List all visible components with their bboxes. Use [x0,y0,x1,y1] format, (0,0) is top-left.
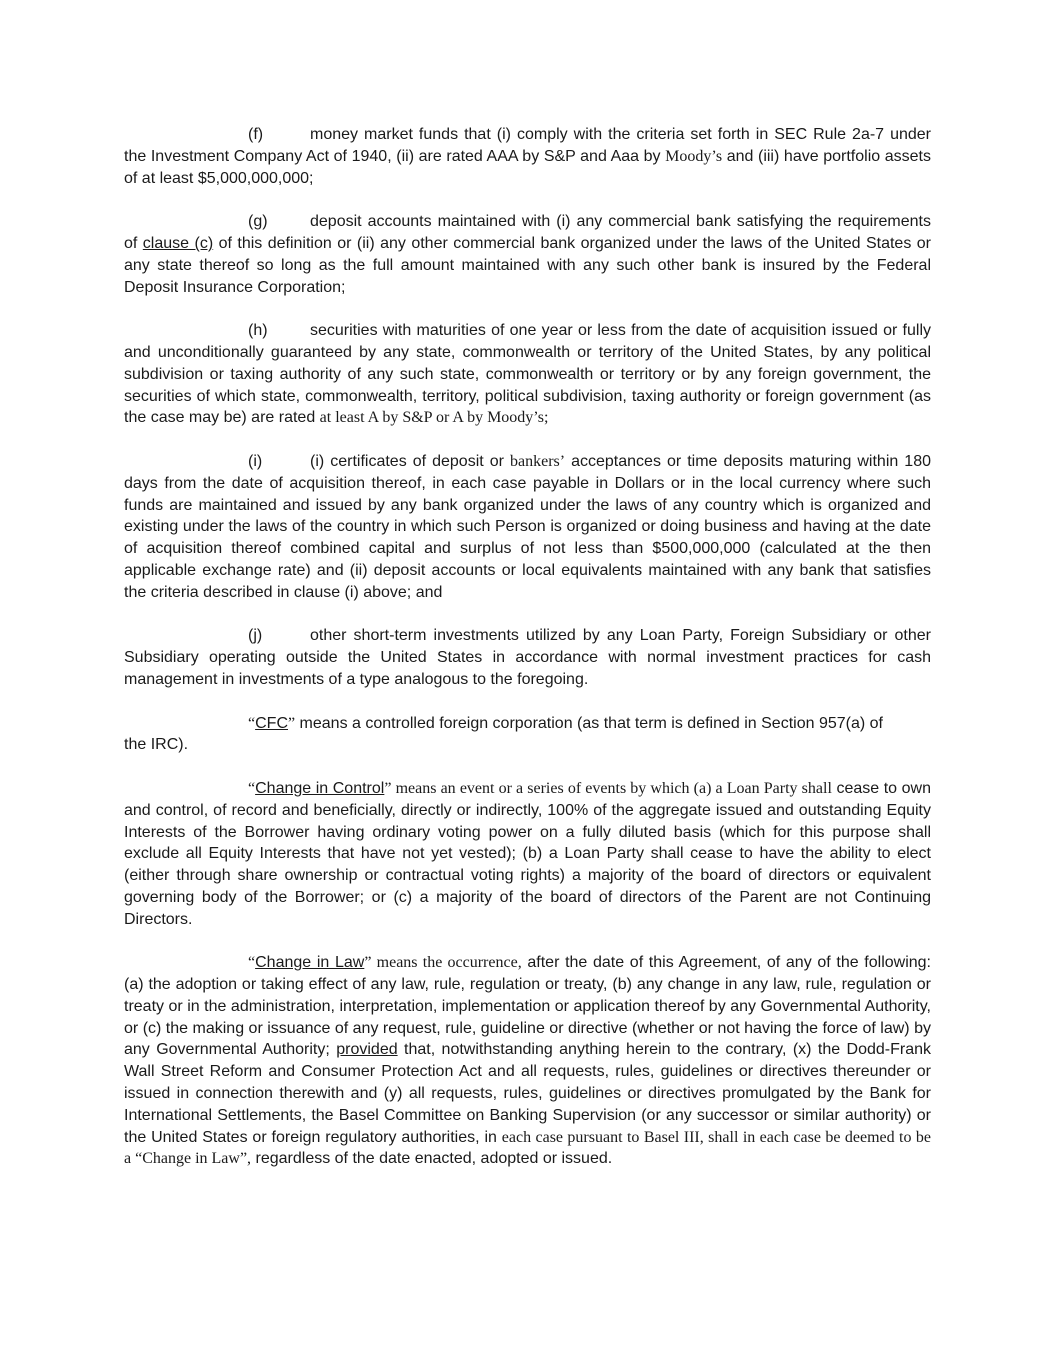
clause-label: (h) [248,322,268,340]
defined-term-cfc: CFC [255,714,288,732]
clause-f: (f) money market funds that (i) comply with the criteria set forth in SEC Rule 2a-7 under the Investment Company Act of 1940, (ii) are rated AAA by S&P and Aaa by Moody’s and (iii) have portfolio assets of at least $5,000,000,000; [124,126,932,187]
defined-term-change-in-law: Change in Law [255,954,365,972]
clause-label: (g) [248,213,268,231]
definition-change-in-law: “Change in Law” means the occurrence, after the date of this Agreement, of any of the following: (a) the adoption or taking effect of any law, rule, regulation or treaty, (b) any change in any law, rule, regulation or treaty or in the administration, interpretation, implementation or application thereof by any Governmental Authority, or (c) the making or issuance of any request, rule, guideline or directive (whether or not having the force of law) by any Governmental Authority; provided that, notwithstanding anything herein to the contrary, (x) the Dodd-Frank Wall Street Reform and Consumer Protection Act and all requests, rules, guidelines or directives thereunder or issued in connection therewith and (y) all requests, rules, guidelines or directives promulgated by the Bank for International Settlements, the Basel Committee on Banking Supervision (or any successor or similar authority) or the United States or foreign regulatory authorities, in each case pursuant to Basel III, shall in each case be deemed to be a “Change in Law”, regardless of the date enacted, adopted or issued. [124,954,932,1168]
definition-cfc-continued: the IRC). [124,736,189,754]
clause-label: (i) [248,452,263,470]
document-page [124,124,931,1192]
clause-g: (g) deposit accounts maintained with (i) any commercial bank satisfying the requirements of clause (c) of this definition or (ii) any other commercial bank organized under the laws of the United States or any state thereof so long as the full amount maintained with any such other bank is insured by the Federal Deposit Insurance Corporation; [124,213,931,296]
clause-c-reference: clause (c) [142,234,214,252]
clause-j: (j) other short-term investments utilized by any Loan Party, Foreign Subsidiary or other Subsidiary operating outside the United States in accordance with normal investment practices for cash management in investments of a type analogous to the foregoing. [124,627,931,688]
clause-h: (h) securities with maturities of one year or less from the date of acquisition issued or fully and unconditionally guaranteed by any state, commonwealth or territory of the United States, by any political subdivision or taxing authority of any such state, commonwealth or territory or by any foreign government, the securities of which state, commonwealth, territory, political subdivision, taxing authority or foreign government (as the case may be) are rated at least A by S&P or A by Moody’s; [124,322,931,427]
defined-term-change-in-control: Change in Control [255,779,385,797]
definition-change-in-control: “Change in Control” means an event or a series of events by which (a) a Loan Party shall cease to own and control, of record and beneficially, directly or indirectly, 100% of the aggregate issued and outstanding Equity Interests of the Borrower having ordinary voting power on a fully diluted basis (which for this purpose shall exclude all Equity Interests that have not yet vested); (b) a Loan Party shall cease to have the ability to elect (either through share ownership or contractual voting rights) a majority of the board of directors or equivalent governing body of the Borrower; or (c) a majority of the board of directors of the Parent are not Continuing Directors. [124,779,932,928]
definition-cfc: “CFC” means a controlled foreign corporation (as that term is defined in Section 957(a) of [248,714,883,732]
provided-term: provided [336,1041,398,1059]
clause-label: (f) [248,126,264,143]
clause-label: (j) [248,627,263,645]
clause-i: (i) (i) certificates of deposit or bankers’ acceptances or time deposits maturing within 180 days from the date of acquisition thereof, in each case payable in Dollars or in the local currency where such funds are maintained and issued by any bank organized under the laws of any country which is organized and existing under the laws of the country in which such Person is organized or doing business and having at the date of acquisition thereof combined capital and surplus of not less than $500,000,000 (calculated at the then applicable exchange rate) and (ii) deposit accounts or local equivalents maintained with any bank that satisfies the criteria described in clause (i) above; and [124,452,931,601]
